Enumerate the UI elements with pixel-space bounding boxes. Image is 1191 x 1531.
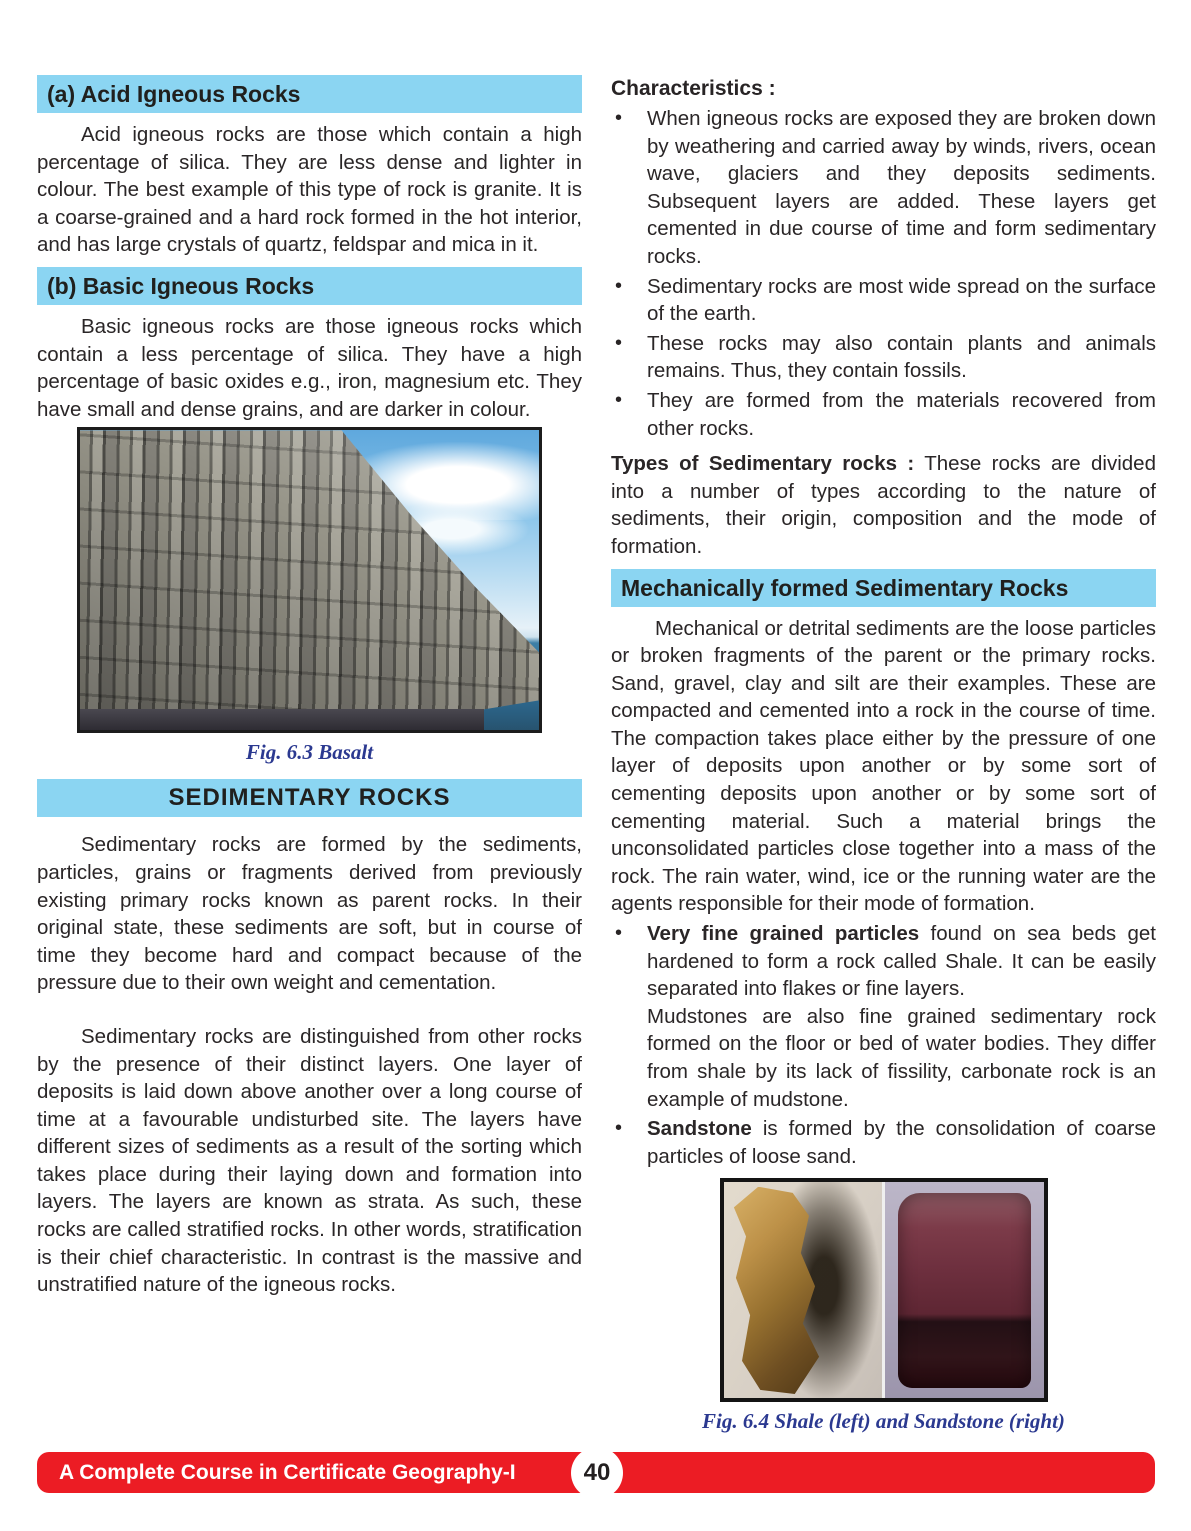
- sedimentary-paragraph-1: Sedimentary rocks are formed by the sediments, particles, grains or fragments derived from previously existing primary rocks known as parent rocks. In their original state, these sediments are soft, but in course of time they become hard and compact because of the pressure due to their own weight and cementation.: [37, 833, 582, 995]
- heading-sedimentary-rocks: SEDIMENTARY ROCKS: [37, 779, 582, 817]
- page-number: 40: [583, 1459, 611, 1486]
- types-lead: Types of Sedimentary rocks :: [611, 452, 915, 476]
- heading-basic-igneous-rocks: (b) Basic Igneous Rocks: [37, 267, 582, 305]
- sandstone-body: is formed by the consolidation of coarse particles of loose sand.: [647, 1117, 1156, 1168]
- characteristics-item-text: These rocks may also contain plants and animals remains. Thus, they contain fossils.: [647, 331, 1156, 383]
- figure-shale-sandstone: [611, 1178, 1156, 1434]
- book-title: A Complete Course in Certificate Geography-I: [59, 1461, 516, 1484]
- page-number-badge: [571, 1447, 623, 1499]
- sandstone-lead: Sandstone: [647, 1117, 752, 1141]
- sandstone-text: [647, 1115, 1156, 1170]
- characteristics-item-text: Sedimentary rocks are most wide spread on the surface of the earth.: [647, 274, 1156, 326]
- fine-grained-text: [647, 920, 1156, 1003]
- fine-grained-body: found on sea beds get hardened to form a rock called Shale. It can be easily separated into flakes or fine layers.: [647, 922, 1156, 1001]
- basic-igneous-paragraph: Basic igneous rocks are those igneous rocks which contain a less percentage of silica. They have a high percentage of basic oxides e.g., iron, magnesium etc. They have small and dense grains, and are darker in colour.: [37, 314, 582, 421]
- figure-basalt: [37, 427, 582, 765]
- shale-sandstone-photo: [720, 1178, 1048, 1402]
- characteristics-item-text: They are formed from the materials recovered from other rocks.: [647, 388, 1156, 440]
- beach-gravel-shape: [80, 709, 484, 730]
- mechanical-paragraph: Mechanical or detrital sediments are the loose particles or broken fragments of the parent or the primary rocks. Sand, gravel, clay and silt are their examples. These are compacted and cemented into a rock in the course of time. The compaction takes place either by the pressure of one layer of deposits upon another or by some sort of cementing deposits upon another or by some sort of cementing material. Such a material brings the unconsolidated particles close together into a mass of the rock. The rain water, wind, ice or the running water are the agents responsible for their mode of formation.: [611, 616, 1156, 916]
- characteristics-item: [611, 330, 1156, 385]
- bullet-marker: •: [615, 331, 623, 354]
- characteristics-item-text: When igneous rocks are exposed they are broken down by weathering and carried away by winds, rivers, ocean wave, glaciers and they deposits sediments. Subsequent layers are added. These layers get cemented in due course of time and form sedimentary rocks.: [647, 107, 1156, 268]
- characteristics-item: [611, 105, 1156, 271]
- basalt-photo: [77, 427, 542, 733]
- bullet-marker: •: [615, 274, 623, 297]
- bullet-marker: •: [615, 388, 623, 411]
- heading-mechanically-formed: Mechanically formed Sedimentary Rocks: [611, 569, 1156, 607]
- heading-acid-igneous-rocks: (a) Acid Igneous Rocks: [37, 75, 582, 113]
- sandstone-bullet: [611, 1115, 1156, 1170]
- heading-characteristics: Characteristics :: [611, 77, 776, 100]
- sedimentary-paragraph-2: Sedimentary rocks are distinguished from other rocks by the presence of their distinct layers. One layer of deposits is laid down above another over a long course of time at a favourable undisturbed site. The layers have different sizes of sediments as a result of the sorting which takes place during their laying down and formation into layers. The layers are known as strata. As such, these rocks are called stratified rocks. In other words, stratification is their chief characteristic. In contrast is the massive and unstratified nature of the igneous rocks.: [37, 1024, 582, 1297]
- footer-bar: [37, 1452, 1155, 1493]
- right-column: [611, 75, 1156, 1434]
- bullet-marker: •: [615, 1117, 623, 1140]
- bullet-marker: •: [615, 922, 623, 945]
- bullet-marker: •: [615, 107, 623, 129]
- fine-grained-lead: Very fine grained particles: [647, 922, 920, 946]
- fine-grained-bullet: [611, 920, 1156, 1003]
- types-body: These rocks are divided into a number of types according to the nature of sediments, their origin, composition and the mode of formation.: [611, 452, 1156, 558]
- sandstone-photo: [885, 1182, 1044, 1398]
- figure-basalt-caption: Fig. 6.3 Basalt: [245, 740, 374, 765]
- characteristics-item: [611, 387, 1156, 442]
- sandstone-rock-shape: [898, 1193, 1031, 1387]
- types-of-sedimentary-rocks-paragraph: [611, 450, 1156, 560]
- shale-photo: [724, 1182, 886, 1398]
- acid-igneous-paragraph: Acid igneous rocks are those which contain a high percentage of silica. They are less dense and lighter in colour. The best example of this type of rock is granite. It is a coarse-grained and a hard rock formed in the hot interior, and has large crystals of quartz, feldspar and mica in it.: [37, 123, 582, 257]
- characteristics-item: [611, 273, 1156, 328]
- figure-shale-sandstone-caption: Fig. 6.4 Shale (left) and Sandstone (right): [702, 1409, 1065, 1434]
- left-column: [37, 75, 582, 1299]
- mudstones-paragraph: Mudstones are also fine grained sedimentary rock formed on the floor or bed of water bodies. They differ from shale by its lack of fissility, carbonate rock is an example of mudstone.: [647, 1004, 1156, 1111]
